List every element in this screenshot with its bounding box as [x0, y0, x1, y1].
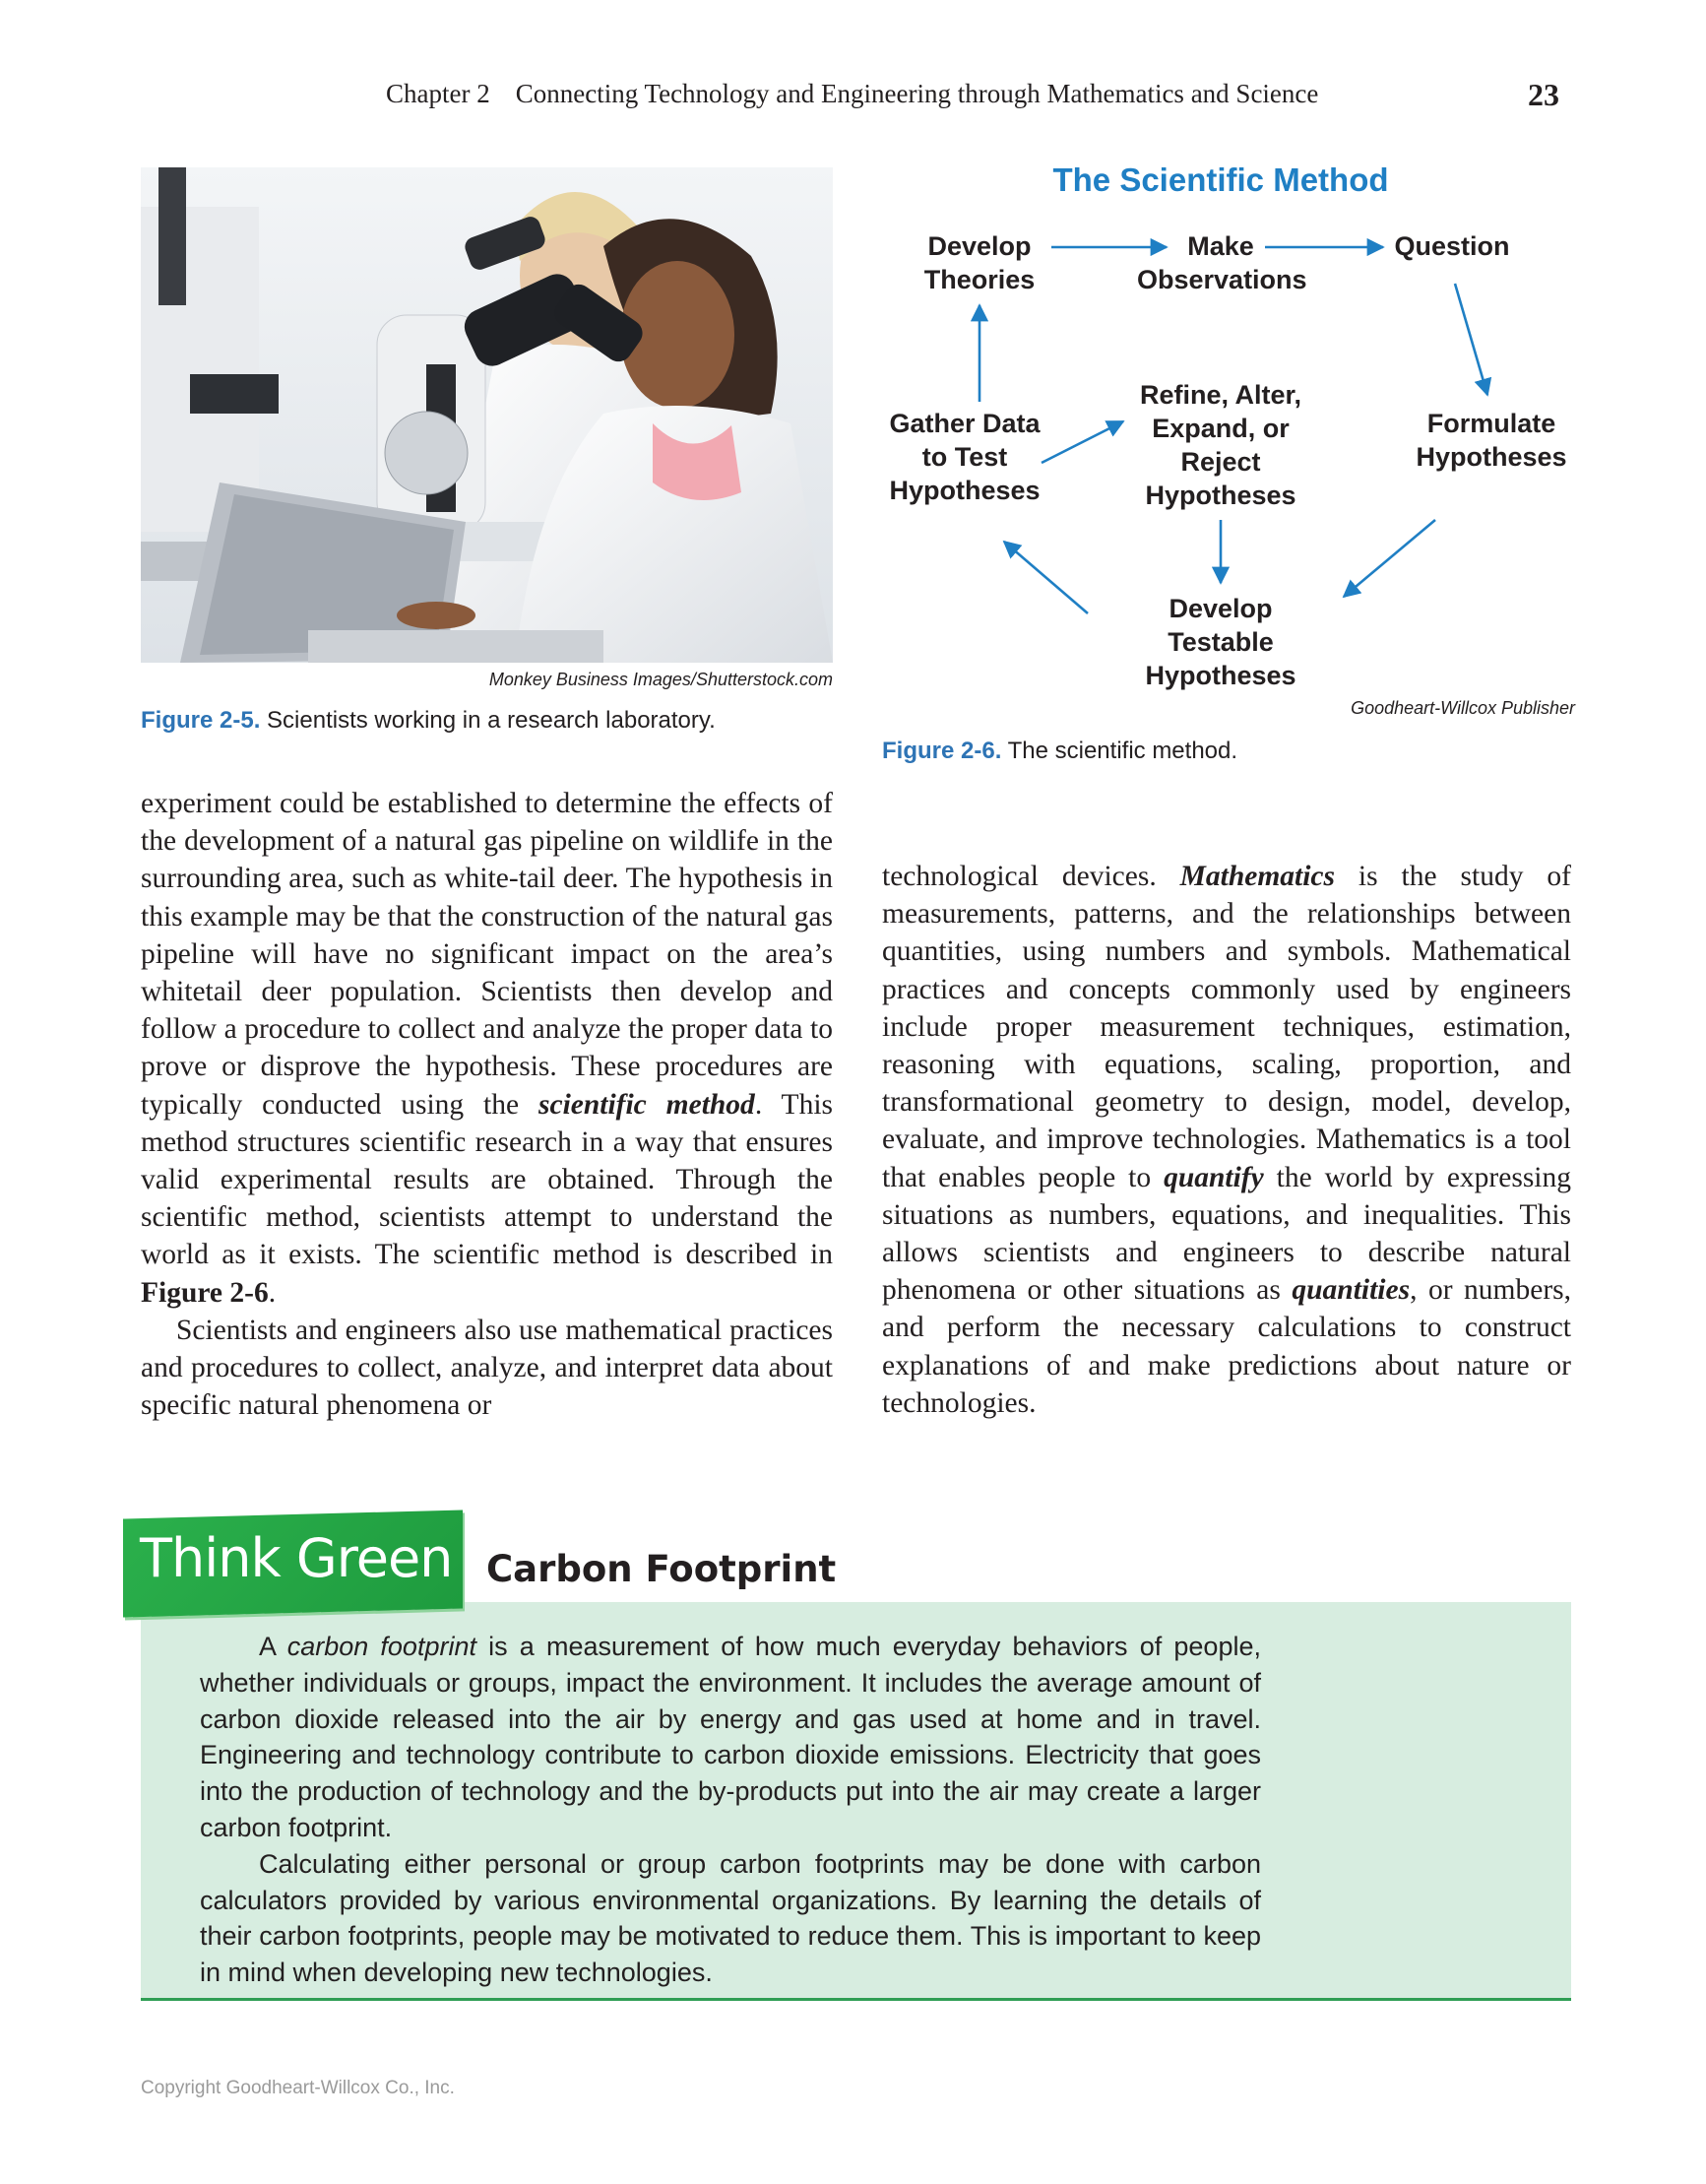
key-term-mathematics: Mathematics	[1179, 861, 1335, 892]
key-term-quantities: quantities	[1292, 1274, 1411, 1307]
figure-2-6-caption-text: The scientific method.	[1007, 738, 1238, 764]
node-question: Question	[1394, 231, 1510, 261]
node-gather-data: Gather Data to Test Hypotheses	[889, 409, 1041, 505]
node-make-observations: Make Observations	[1137, 231, 1307, 294]
body-column-right	[882, 858, 1571, 1422]
body-column-left	[141, 785, 833, 1424]
tg-text: is a measurement of how much everyday behaviors of people, whether individuals or groups, impact the environment. It includes the average amount of carbon dioxide released into the air by energy and gas used at home and in travel. Engineering and technology contribute to carbon dioxide emissions. Electricity that goes into the production of technology and the by-products put into the air may create a larger carbon footprint.	[200, 1632, 1261, 1842]
lab-photo	[141, 167, 833, 663]
think-green-text	[200, 1629, 1261, 1991]
think-green-paragraph	[200, 1629, 1261, 1846]
scientific-method-diagram	[866, 158, 1575, 709]
figure-2-5-caption	[141, 707, 716, 735]
chapter-label: Chapter 2	[386, 79, 490, 108]
diagram-credit: Goodheart-Willcox Publisher	[1351, 698, 1575, 718]
think-green-heading: Carbon Footprint	[486, 1548, 837, 1590]
body-text: the world by expressing situations as numbers, equations, and inequalities. This allows scientists and engineers to describe natural phenomena or other situations as	[882, 1161, 1571, 1307]
body-paragraph: Scientists and engineers also use mathematical practices and procedures to collect, analyze, and interpret data about specific natural phenomena or	[141, 1314, 833, 1422]
diagram-title: The Scientific Method	[1052, 161, 1389, 198]
figure-2-5-label: Figure 2-5.	[141, 707, 261, 734]
arrow-question-to-formulate	[1455, 284, 1487, 395]
body-text: experiment could be established to determine the effects of the development of a natural gas pipeline on wildlife in the surrounding area, such as white-tail deer. The hypothesis in this example may be that the construction of the natural gas pipeline will have no significant impact on the area’s whitetail deer population. Scientists then develop and follow a procedure to collect and analyze the proper data to prove or disprove the hypothesis. These procedures are typically conducted using the	[141, 788, 833, 1121]
copyright-footer: Copyright Goodheart-Willcox Co., Inc.	[141, 2078, 455, 2098]
think-green-badge-text: Think Green	[140, 1527, 453, 1589]
body-text: . This method structures scientific research in a way that ensures valid experimental results are obtained. Through the scientific method, scientists attempt to understand the world as it exists. The scientific method is described in	[141, 1088, 833, 1271]
node-develop-testable-hypotheses: Develop Testable Hypotheses	[1145, 594, 1296, 690]
node-formulate-hypotheses: Formulate Hypotheses	[1416, 409, 1567, 472]
body-text: , or numbers, and perform the necessary calculations to construct explanations of and make predictions about nature or technologies.	[882, 1274, 1572, 1419]
arrow-gather-to-refine	[1042, 421, 1123, 463]
body-text: .	[268, 1276, 277, 1309]
figure-2-6-label: Figure 2-6.	[882, 738, 1002, 764]
body-paragraph	[141, 785, 833, 1312]
chapter-title: Connecting Technology and Engineering through Mathematics and Science	[515, 79, 1319, 108]
key-term-scientific-method: scientific method	[538, 1088, 755, 1121]
arrow-testable-to-gather	[1004, 542, 1088, 613]
photo-credit: Monkey Business Images/Shutterstock.com	[488, 670, 833, 689]
running-head	[386, 79, 1318, 109]
page-number: 23	[1528, 77, 1559, 112]
key-term-carbon-footprint: carbon footprint	[286, 1632, 476, 1661]
figure-2-5-caption-text: Scientists working in a research laboratory.	[267, 707, 716, 734]
key-term-quantify: quantify	[1164, 1161, 1264, 1193]
body-text: is the study of measurements, patterns, and the relationships between quantities, using numbers and symbols. Mathematical practices and concepts commonly used by engineers include proper measurement techniques, estimation, reasoning with equations, scaling, proportion, and transformational geometry to design, model, develop, evaluate, and improve technologies. Mathematics is a tool that enables people to	[882, 861, 1571, 1193]
lab-photo-illustration	[141, 167, 833, 663]
node-develop-theories: Develop Theories	[923, 231, 1036, 294]
body-paragraph	[882, 858, 1571, 1422]
tg-text: A	[259, 1632, 287, 1661]
arrow-formulate-to-testable	[1344, 520, 1435, 597]
figure-2-6-caption	[882, 738, 1237, 765]
figure-reference: Figure 2-6	[141, 1276, 269, 1309]
node-refine: Refine, Alter, Expand, or Reject Hypotheses	[1139, 380, 1302, 510]
body-text: technological devices.	[882, 861, 1180, 892]
think-green-paragraph: Calculating either personal or group carbon footprints may be done with carbon calculators provided by various environmental organizations. By learning the details of their carbon footprints, people may be motivated to reduce them. This is important to keep in mind when developing new technologies.	[200, 1848, 1261, 1988]
